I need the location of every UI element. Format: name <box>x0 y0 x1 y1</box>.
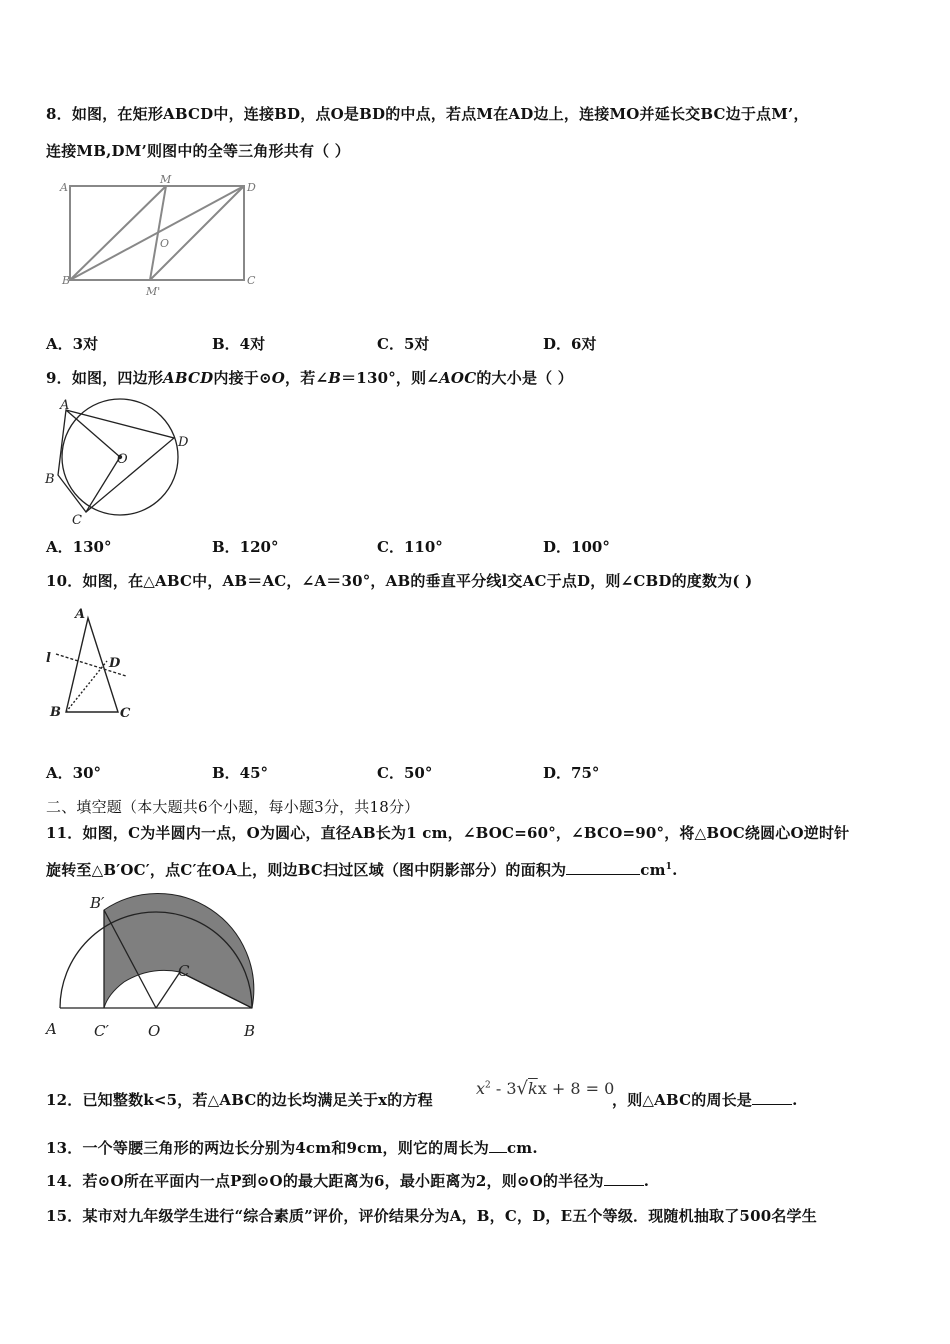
q11-text-line2: 旋转至△B′OC′，点C′在OA上，则边BC扫过区域（图中阴影部分）的面积为 $cm^1$. <box>46 861 678 879</box>
label-c: C <box>178 962 190 980</box>
label-d: D <box>109 656 121 671</box>
q9-option-b: B．120° <box>212 538 279 556</box>
q9-option-d: D．100° <box>543 538 610 556</box>
q9-option-c: C．110° <box>377 538 443 556</box>
q14-answer-blank <box>604 1171 644 1186</box>
q11-text-line1: 11．如图，C为半圆内一点，O为圆心，直径AB长为1 cm，∠BOC=60°，∠BCO=90°，将△BOC绕圆心O逆时针 <box>46 824 850 842</box>
q8-option-d: D．6对 <box>543 335 597 353</box>
q11-answer-blank <box>566 860 640 875</box>
label-m-prime: M' <box>146 285 161 298</box>
label-o: O <box>148 1022 161 1040</box>
q12-text-suffix: ，则△ABC的周长是 . <box>612 1091 798 1109</box>
label-c: C <box>247 274 256 287</box>
label-m: M <box>160 173 172 186</box>
q13-answer-blank <box>489 1138 507 1153</box>
label-c-prime: C′ <box>94 1022 109 1040</box>
q12-answer-blank <box>752 1090 792 1105</box>
label-a: A <box>46 1020 57 1038</box>
label-b: B <box>244 1022 256 1040</box>
q10-option-a: A．30° <box>46 764 102 782</box>
q8-option-c: C．5对 <box>377 335 430 353</box>
shaded-region <box>104 894 254 1008</box>
q9-option-a: A．130° <box>46 538 112 556</box>
label-a: A <box>60 398 70 413</box>
label-b-prime: B′ <box>90 894 105 912</box>
label-d: D <box>247 181 256 194</box>
label-c: C <box>72 513 82 526</box>
q11-semicircle-figure <box>40 890 270 1050</box>
label-o: O <box>160 237 170 250</box>
label-b: B <box>62 274 71 287</box>
q8-option-a: A．3对 <box>46 335 99 353</box>
q12-text-prefix: 12．已知整数k<5，若△ABC的边长均满足关于x的方程 <box>46 1091 433 1109</box>
q14-text: 14．若⊙O所在平面内一点P到⊙O的最大距离为6，最小距离为2，则⊙O的半径为 . <box>46 1172 650 1190</box>
label-b: B <box>45 472 55 487</box>
quadrilateral-abcd <box>58 410 174 512</box>
label-o: O <box>117 452 128 467</box>
q12-equation: $x^2 - 3√kx + 8 = 0$ <box>476 1078 615 1099</box>
q15-text: 15．某市对九年级学生进行“综合素质”评价，评价结果分为A，B，C，D，E五个等级．现随机抽取了500名学生 <box>46 1207 817 1225</box>
label-a: A <box>60 181 68 194</box>
segment-co <box>86 457 120 512</box>
q13-text: 13．一个等腰三角形的两边长分别为4cm和9cm，则它的周长为 cm. <box>46 1139 538 1157</box>
label-c: C <box>120 706 131 721</box>
q10-text: 10．如图，在△ABC中，AB＝AC，∠A＝30°，AB的垂直平分线l交AC于点D，则∠CBD的度数为( ) <box>46 572 753 590</box>
q10-option-c: C．50° <box>377 764 433 782</box>
section-heading: 二、填空题（本大题共6个小题，每小题3分，共18分） <box>46 798 420 816</box>
q8-option-b: B．4对 <box>212 335 266 353</box>
label-a: A <box>75 607 86 622</box>
q9-text: 9．如图，四边形ABCD内接于⊙O，若∠B＝130°，则∠AOC的大小是（ ） <box>46 369 573 387</box>
q8-text-line1: 8．如图，在矩形ABCD中，连接BD，点O是BD的中点，若点M在AD边上，连接MO并延长交BC边于点M’， <box>46 105 809 123</box>
q10-option-d: D．75° <box>543 764 600 782</box>
label-l: l <box>46 651 51 666</box>
label-b: B <box>50 705 61 720</box>
q10-triangle-figure <box>40 604 150 724</box>
segment-oc <box>156 972 180 1008</box>
label-d: D <box>178 435 189 450</box>
q8-text-line2: 连接MB,DM’则图中的全等三角形共有（ ） <box>46 142 350 160</box>
q10-option-b: B．45° <box>212 764 269 782</box>
q8-rectangle-figure <box>56 172 266 298</box>
q9-circle-figure <box>40 396 200 526</box>
